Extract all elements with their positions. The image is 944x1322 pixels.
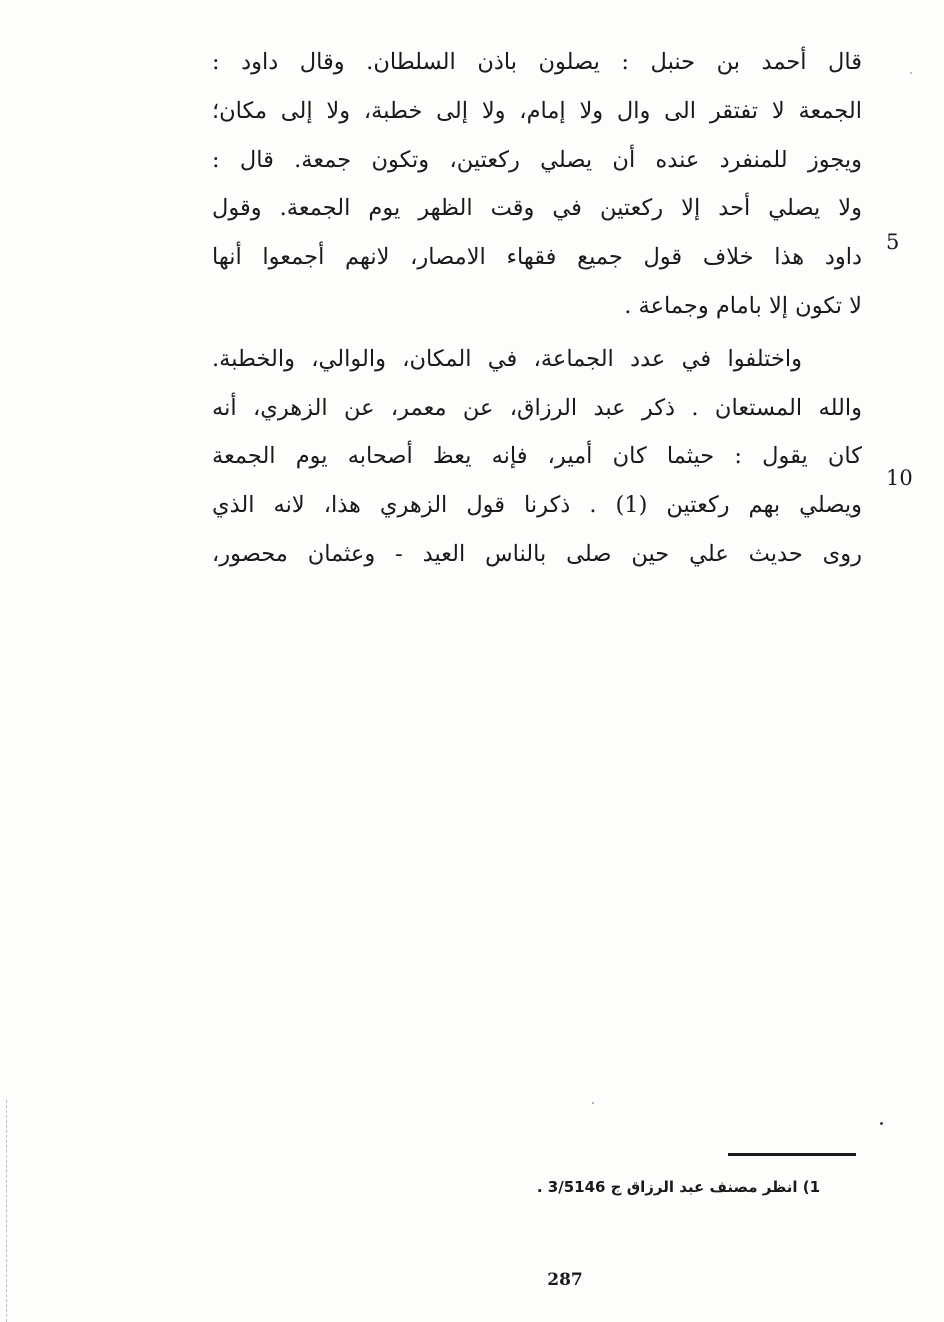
scan-edge-mark xyxy=(6,1100,7,1322)
text-line-8: والله المستعان . ذكر عبد الرزاق، عن معمر، عن الزهري، أنه xyxy=(212,394,862,421)
text-line-6: لا تكون إلا بامام وجماعة . xyxy=(624,292,862,319)
line-number-5: 5 xyxy=(886,230,900,254)
scan-speck xyxy=(592,1102,594,1104)
scan-speck xyxy=(880,1122,883,1125)
text-line-3: ويجوز للمنفرد عنده أن يصلي ركعتين، وتكون جمعة. قال : xyxy=(212,146,862,173)
body-text xyxy=(212,38,862,579)
text-line-5: داود هذا خلاف قول جميع فقهاء الامصار، لانهم أجمعوا أنها xyxy=(212,244,862,271)
line-number-10: 10 xyxy=(886,466,913,490)
text-line-1: قال أحمد بن حنبل : يصلون باذن السلطان. وقال داود : xyxy=(212,49,862,75)
footnote-separator xyxy=(728,1153,856,1156)
text-line-10: ويصلي بهم ركعتين (1) . ذكرنا قول الزهري هذا، لانه الذي xyxy=(212,492,862,519)
page-number: 287 xyxy=(547,1270,583,1290)
text-line-4: ولا يصلي أحد إلا ركعتين في وقت الظهر يوم الجمعة. وقول xyxy=(212,195,862,222)
text-line-2: الجمعة لا تفتقر الى وال ولا إمام، ولا إلى خطبة، ولا إلى مكان؛ xyxy=(212,97,862,124)
text-line-7: واختلفوا في عدد الجماعة، في المكان، والوالي، والخطبة. xyxy=(212,345,802,372)
scan-speck xyxy=(910,72,912,74)
footnote: 1) انظر مصنف عبد الرزاق ج 3/5146 . xyxy=(536,1178,820,1196)
text-line-11: روى حديث علي حين صلى بالناس العيد - وعثمان محصور، xyxy=(212,540,862,567)
text-line-9: كان يقول : حيثما كان أمير، فإنه يعظ أصحابه يوم الجمعة xyxy=(212,443,862,470)
